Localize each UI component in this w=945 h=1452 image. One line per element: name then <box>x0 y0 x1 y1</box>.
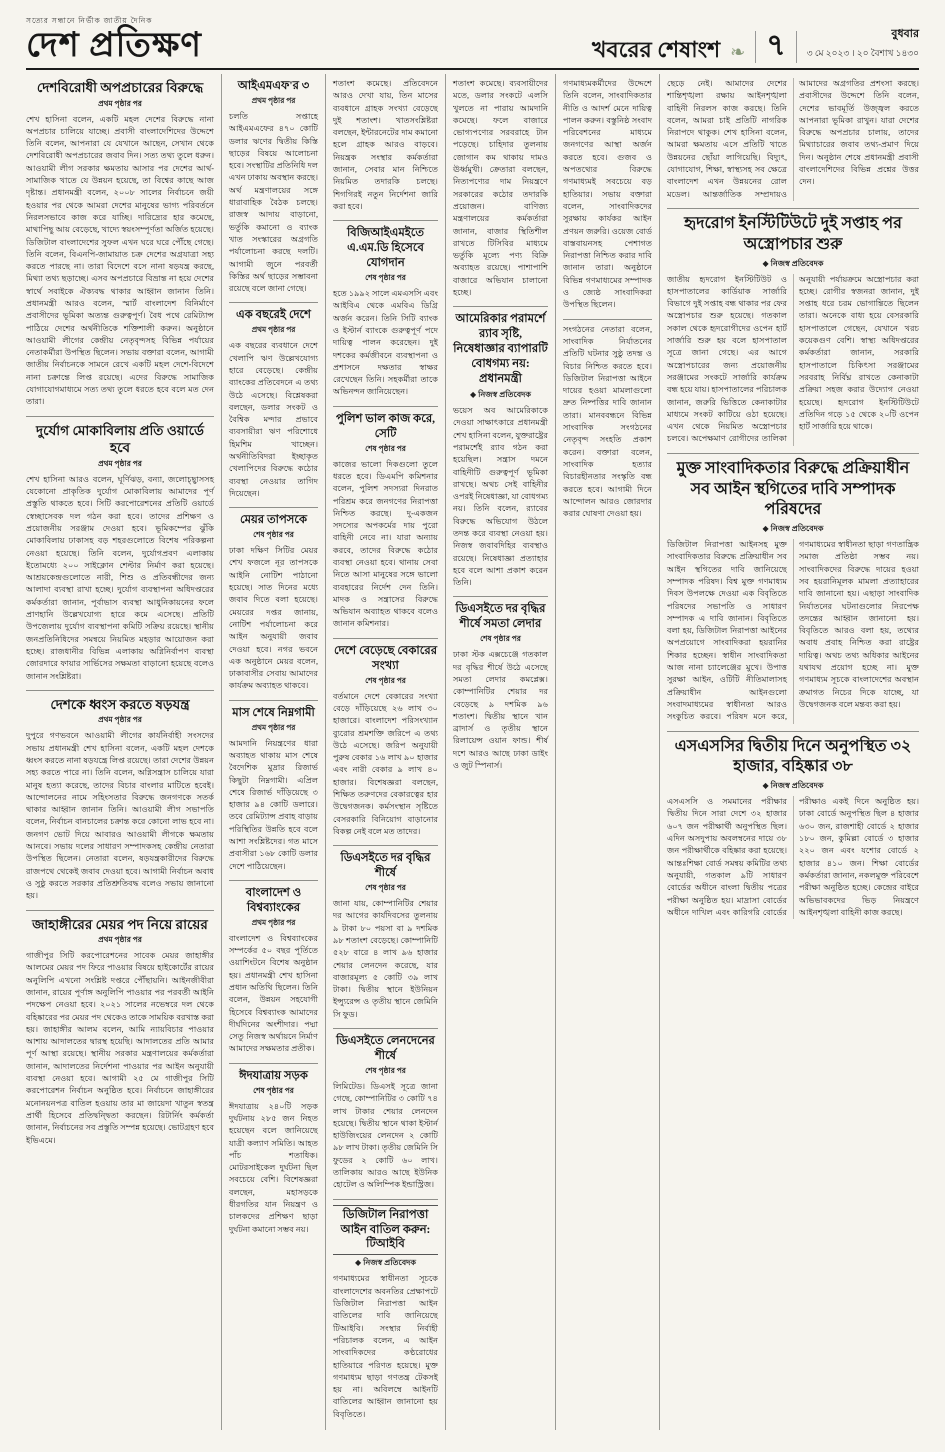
article-body: গাজীপুর সিটি করপোরেশনের সাবেক মেয়র জাহাঙ্গীর আলমের মেয়র পদ ফিরে পাওয়ার বিষয়ে হাইকোর্টের রায়ের অনুলিপি এখনো সংশ্লিষ্ট দপ্তরে পৌঁছায়নি। আইনজীবীরা জানান, রায়ের পূর্ণাঙ্গ অনুলিপি পাওয়ার পর পরবর্তী আইনি পদক্ষেপ নেওয়া হবে। ২০২১ সালের নভেম্বরে দল থেকে বহিষ্কারের পর মেয়র পদ থেকেও তাকে সাময়িক বরখাস্ত করা হয়। জাহাঙ্গীর আলম বলেন, আমি ন্যায়বিচার পাওয়ার আশায় আদালতের দ্বারস্থ হয়েছি। আদালতের প্রতি আমার পূর্ণ আস্থা রয়েছে। স্থানীয় সরকার মন্ত্রণালয়ের কর্মকর্তারা জানান, আদালতের নির্দেশনা পাওয়ার পর আইন অনুযায়ী ব্যবস্থা নেওয়া হবে। আগামী ২৫ মে গাজীপুর সিটি করপোরেশন নির্বাচন অনুষ্ঠিত হবে। নির্বাচনে জাহাঙ্গীরের মনোনয়নপত্র বাতিল হওয়ায় তার মা জায়েদা খাতুন স্বতন্ত্র প্রার্থী হিসেবে প্রতিদ্বন্দ্বিতা করছেন। রিটার্নিং কর্মকর্তা জানান, নির্বাচনের সব প্রস্তুতি সম্পন্ন হয়েছে। ভোটগ্রহণ হবে ইভিএমে। <box>26 951 214 1145</box>
article-body: লিমিটেড। ডিএসই সূত্রে জানা গেছে, কোম্পানিটির ৩ কোটি ৭৪ লাখ টাকার শেয়ার লেনদেন হয়েছে। দ্বিতীয় স্থানে থাকা ইস্টার্ন হাউজিংয়ের লেনদেন ২ কোটি ৯৮ লাখ টাকা। তৃতীয় জেমিনি সি ফুডের ২ কোটি ৬০ লাখ। তালিকায় আরও আছে ইউনিক হোটেল ও অলিম্পিক ইন্ডাস্ট্রিজ। <box>333 1081 438 1190</box>
article-kicker: প্রথম পৃষ্ঠার পর <box>98 715 142 725</box>
article-headline: হৃদরোগ ইনস্টিটিউটে দুই সপ্তাহ পর অস্ত্রোপচার শুরু <box>684 214 902 253</box>
article-body: ঢাকা দক্ষিণ সিটির মেয়র শেখ ফজলে নূর তাপসকে আইনি নোটিশ পাঠানো হয়েছে। সাত দিনের মধ্যে জবাব দিতে বলা হয়েছে। মেয়রের দপ্তর জানায়, নোটিশ পর্যালোচনা করে আইন অনুযায়ী জবাব দেওয়া হবে। নগর ভবনে এক অনুষ্ঠানে মেয়র বলেন, ঢাকাবাসীর সেবায় আমাদের কার্যক্রম অব্যাহত থাকবে। <box>229 546 318 691</box>
article-continuation <box>453 74 548 306</box>
masthead <box>26 16 202 63</box>
header-right <box>592 25 919 63</box>
article-body: শতাংশ কমেছে। ব্যবসায়ীদের মতে, ডলার সংকটে এলসি খুলতে না পারায় আমদানি কমেছে। ফলে বাজারে ভোগ্যপণ্যের সরবরাহে টান পড়েছে। চাহিদার তুলনায় জোগান কম থাকায় দামও ঊর্ধ্বমুখী। ক্রেতারা বলছেন, নিত্যপণ্যের দাম নিয়ন্ত্রণে সরকারের কঠোর তদারকি প্রয়োজন। বাণিজ্য মন্ত্রণালয়ের কর্মকর্তারা জানান, বাজার স্থিতিশীল রাখতে টিসিবির মাধ্যমে ভর্তুকি মূল্যে পণ্য বিক্রি অব্যাহত রয়েছে। পাশাপাশি বাজারে অভিযান চালানো হচ্ছে। <box>453 79 548 298</box>
article <box>333 1028 438 1199</box>
article-kicker: প্রথম পৃষ্ঠার পর <box>98 935 142 945</box>
column-6 <box>660 74 919 1430</box>
article-headline: বাংলাদেশ ও বিশ্বব্যাংকের <box>245 886 302 914</box>
article-byline: ◆ নিজস্ব প্রতিবেদক <box>470 390 531 400</box>
leaf-ornament-icon: ❧ <box>730 42 746 62</box>
article <box>667 731 919 927</box>
article-continuation <box>563 319 652 528</box>
article-kicker: শেষ পৃষ্ঠার পর <box>365 273 406 283</box>
article-body: জাতীয় হৃদরোগ ইনস্টিটিউট ও হাসপাতালের কার্ডিয়াক সার্জারি বিভাগে দুই সপ্তাহ বন্ধ থাকার পর ফের অস্ত্রোপচার শুরু হয়েছে। গতকাল সকাল থেকে হৃদরোগীদের ওপেন হার্ট সার্জারি শুরু হয় বলে হাসপাতাল সূত্রে জানা গেছে। এর আগে অস্ত্রোপচারের জন্য প্রয়োজনীয় সরঞ্জামের সংকটে সার্জারি কার্যক্রম বন্ধ হয়ে যায়। হাসপাতালের পরিচালক জানান, জরুরি ভিত্তিতে কেনাকাটার মাধ্যমে সংকট কাটিয়ে ওঠা হয়েছে। এখন থেকে নিয়মিত অস্ত্রোপচার চলবে। অপেক্ষমাণ রোগীদের তালিকা অনুযায়ী পর্যায়ক্রমে অস্ত্রোপচার করা হচ্ছে। রোগীর স্বজনরা জানান, দুই সপ্তাহ ধরে চরম ভোগান্তিতে ছিলেন তারা। অনেকে বাধ্য হয়ে বেসরকারি হাসপাতালে গেছেন, যেখানে খরচ কয়েকগুণ বেশি। স্বাস্থ্য অধিদপ্তরের কর্মকর্তারা জানান, সরকারি হাসপাতালে চিকিৎসা সরঞ্জামের সরবরাহ নির্বিঘ্ন রাখতে কেনাকাটা প্রক্রিয়া সহজ করার উদ্যোগ নেওয়া হয়েছে। হৃদরোগ ইনস্টিটিউটে প্রতিদিন গড়ে ১৫ থেকে ২০টি ওপেন হার্ট সার্জারি হয়ে থাকে। <box>667 274 919 444</box>
article-headline: মেয়র তাপসকে <box>239 514 308 527</box>
article-byline: ◆ নিজস্ব প্রতিবেদক <box>355 1258 416 1268</box>
article <box>333 220 438 405</box>
column-5 <box>556 74 660 1430</box>
article-kicker: প্রথম পৃষ্ঠার পর <box>251 325 296 335</box>
article-kicker: প্রথম পৃষ্ঠার পর <box>251 917 296 927</box>
article-body: জানা যায়, কোম্পানিটির শেয়ার দর আগের কার্যদিবসের তুলনায় ৯ টাকা ৮০ পয়সা বা ৯ দশমিক ৯৮ শতাংশ বেড়েছে। কোম্পানিটি ৫২৮ বারে ৪ লাখ ৯৬ হাজার শেয়ার লেনদেন করেছে, যার বাজারমূল্য ৫ কোটি ৩৯ লাখ টাকা। দ্বিতীয় স্থানে ইউনিয়ন ইন্স্যুরেন্স ও তৃতীয় স্থানে জেমিনি সি ফুড। <box>333 899 438 1019</box>
page-number: ৭ <box>755 31 797 63</box>
article-headline: বিজিআইএমইতে এ.এম.ডি হিসেবে যোগদান <box>346 227 425 270</box>
section-title: খবরের শেষাংশ <box>591 37 721 62</box>
article <box>229 1063 318 1243</box>
article <box>26 74 214 416</box>
article-headline: আমেরিকার পরামর্শে র‍্যাব সৃষ্টি, নিষেধাজ্ঞার ব্যাপারটি বোধগম্য নয়: প্রধানমন্ত্রী <box>453 313 548 386</box>
article-body: বর্তমানে দেশে বেকারের সংখ্যা বেড়ে দাঁড়িয়েছে ২৬ লাখ ৩০ হাজারে। বাংলাদেশ পরিসংখ্যান ব্যুরোর শ্রমশক্তি জরিপে এ তথ্য উঠে এসেছে। জরিপ অনুযায়ী পুরুষ বেকার ১৬ লাখ ৯০ হাজার এবং নারী বেকার ৯ লাখ ৪০ হাজার। বিশেষজ্ঞরা বলছেন, শিক্ষিত তরুণদের বেকারত্বের হার উদ্বেগজনক। কর্মসংস্থান সৃষ্টিতে বেসরকারি বিনিয়োগ বাড়ানোর বিকল্প নেই বলে মত তাদের। <box>333 691 438 836</box>
article-body: শেখ হাসিনা আরও বলেন, ঘূর্ণিঝড়, বন্যা, জলোচ্ছ্বাসসহ যেকোনো প্রাকৃতিক দুর্যোগ মোকাবিলায় আমাদের পূর্ণ প্রস্তুতি থাকতে হবে। সিটি করপোরেশনের প্রতিটি ওয়ার্ডে স্বেচ্ছাসেবক দল গঠন করা হবে। তাদের প্রশিক্ষণ ও প্রয়োজনীয় সরঞ্জাম দেওয়া হবে। ভূমিকম্পের ঝুঁকি মোকাবিলায় ঢাকাসহ বড় শহরগুলোতে বিশেষ পরিকল্পনা নেওয়া হয়েছে। তিনি বলেন, দুর্যোগপ্রবণ এলাকায় ইতোমধ্যে ২০০ সাইক্লোন শেল্টার নির্মাণ করা হয়েছে। আশ্রয়কেন্দ্রগুলোতে নারী, শিশু ও প্রতিবন্ধীদের জন্য আলাদা ব্যবস্থা রাখা হচ্ছে। দুর্যোগ ব্যবস্থাপনা অধিদপ্তরের কর্মকর্তারা জানান, পূর্বাভাস ব্যবস্থা আধুনিকায়নের ফলে প্রাণহানি উল্লেখযোগ্য হারে কমে এসেছে। প্রতিটি উপজেলায় দুর্যোগ ব্যবস্থাপনা কমিটি সক্রিয় রয়েছে। স্থানীয় জনপ্রতিনিধিদের সমন্বয়ে নিয়মিত মহড়ার আয়োজন করা হচ্ছে। রাজধানীর বিভিন্ন এলাকায় অগ্নিনির্বাপণ ব্যবস্থা জোরদারে ফায়ার সার্ভিসের সক্ষমতা বাড়ানো হয়েছে বলেও জানান সংশ্লিষ্টরা। <box>26 474 214 681</box>
article-body: সংগঠনের নেতারা বলেন, সাংবাদিক নির্যাতনের প্রতিটি ঘটনার সুষ্ঠু তদন্ত ও বিচার নিশ্চিত করতে হবে। ডিজিটাল নিরাপত্তা আইনে দায়ের হওয়া মামলাগুলো দ্রুত নিষ্পত্তির দাবি জানান তারা। মানববন্ধনে বিভিন্ন সাংবাদিক সংগঠনের নেতৃবৃন্দ সংহতি প্রকাশ করেন। বক্তারা বলেন, সাংবাদিক হত্যার বিচারহীনতার সংস্কৃতি বন্ধ করতে হবে। আগামী দিনে আন্দোলন আরও জোরদার করার ঘোষণা দেওয়া হয়। <box>563 324 652 519</box>
article <box>229 700 318 880</box>
column-2 <box>222 74 326 1430</box>
article-headline: ডিএসইতে লেনদেনের শীর্ষে <box>336 1035 435 1062</box>
article-kicker: শেষ পৃষ্ঠার পর <box>480 634 521 644</box>
column-1 <box>26 74 222 1430</box>
article-body: দুপুরে গণভবনে আওয়ামী লীগের কার্যনির্বাহী সংসদের সভায় প্রধানমন্ত্রী শেখ হাসিনা বলেন, একটি মহল দেশকে ধ্বংস করতে নানা ষড়যন্ত্রে লিপ্ত রয়েছে। তারা দেশের উন্নয়ন সহ্য করতে পারে না। তিনি বলেন, অগ্নিসন্ত্রাস চালিয়ে যারা মানুষ হত্যা করেছে, তাদের বিচার বাংলার মাটিতে হবেই। আন্দোলনের নামে সহিংসতার বিরুদ্ধে জনগণকে সতর্ক থাকার আহ্বান জানান তিনি। আওয়ামী লীগ সভাপতি বলেন, নির্বাচন বানচালের চক্রান্ত করে কোনো লাভ হবে না। জনগণ ভোট দিয়ে আবারও আওয়ামী লীগকে ক্ষমতায় আনবে। সভায় দলের সাধারণ সম্পাদকসহ কেন্দ্রীয় নেতারা উপস্থিত ছিলেন। নেতারা বলেন, ষড়যন্ত্রকারীদের বিরুদ্ধে রাজপথে থেকেই জবাব দেওয়া হবে। আগামী নির্বাচন অবাধ ও সুষ্ঠু করতে সরকার প্রতিশ্রুতিবদ্ধ বলেও সভায় জানানো হয়। <box>26 731 214 901</box>
article <box>229 74 318 302</box>
article-headline: ডিএসইতে দর বৃদ্ধির শীর্ষে সমতা লেদার <box>455 603 546 631</box>
article-byline: ◆ নিজস্ব প্রতিবেদক <box>762 258 824 268</box>
article-continuation <box>333 74 438 220</box>
article-continuation <box>667 74 919 208</box>
article-headline: পুলিশ ভাল কাজ করে, সেটি <box>335 412 436 440</box>
article-kicker: শেষ পৃষ্ঠার পর <box>365 1065 406 1075</box>
article <box>229 880 318 1063</box>
article-kicker: প্রথম পৃষ্ঠার পর <box>98 98 142 108</box>
page-header <box>26 8 919 70</box>
article-body: চলতি সপ্তাহে আইএমএফের ৪৭০ কোটি ডলার ঋণের দ্বিতীয় কিস্তি ছাড়ের বিষয়ে আলোচনা হবে। সংস্থাটির প্রতিনিধি দল এখন ঢাকায় অবস্থান করছে। অর্থ মন্ত্রণালয়ের সঙ্গে ধারাবাহিক বৈঠক চলছে। রাজস্ব আদায় বাড়ানো, ভর্তুকি কমানো ও ব্যাংক খাত সংস্কারের অগ্রগতি পর্যালোচনা করছে দলটি। আগামী জুনে পরবর্তী কিস্তির অর্থ ছাড়ের সম্ভাবনা রয়েছে বলে জানা গেছে। <box>229 111 318 294</box>
article-headline: দেশে বেড়েছে বেকারের সংখ্যা <box>333 644 438 672</box>
article <box>453 306 548 596</box>
article-kicker: প্রথম পৃষ্ঠার পর <box>251 95 296 105</box>
article <box>229 507 318 700</box>
article <box>333 845 438 1028</box>
article-body: হতে ১৯৯২ সালে এমএসসি এবং আইবিএ থেকে এমবিএ ডিগ্রি অর্জন করেন। তিনি সিটি ব্যাংক ও ইস্টার্ন ব্যাংকে গুরুত্বপূর্ণ পদে দায়িত্ব পালন করেছেন। দুই দশকের কর্মজীবনে ব্যবস্থাপনা ও প্রশাসনে দক্ষতার স্বাক্ষর রেখেছেন তিনি। সহকর্মীরা তাকে অভিনন্দন জানিয়েছেন। <box>333 289 438 397</box>
article-body: শেখ হাসিনা বলেন, একটি মহল দেশের বিরুদ্ধে নানা অপপ্রচার চালিয়ে যাচ্ছে। প্রবাসী বাংলাদেশিদের উদ্দেশে তিনি বলেন, আপনারা যে যেখানে আছেন, সেখান থেকে দেশবিরোধী অপপ্রচারের জবাব দিন। সত্য তথ্য তুলে ধরুন। আওয়ামী লীগ সরকার ক্ষমতায় আসার পর দেশের আর্থ-সামাজিক খাতে যে উন্নয়ন হয়েছে, তা বিশ্বের কাছে আজ দৃষ্টান্ত। প্রধানমন্ত্রী বলেন, ২০০৮ সালের নির্বাচনে জয়ী হওয়ার পর থেকে আমরা দেশের মানুষের ভাগ্য পরিবর্তনে নিরলসভাবে কাজ করে যাচ্ছি। দারিদ্র্যের হার কমেছে, মাথাপিছু আয় বেড়েছে, খাদ্যে স্বয়ংসম্পূর্ণতা অর্জিত হয়েছে। ডিজিটাল বাংলাদেশের সুফল এখন ঘরে ঘরে পৌঁছে গেছে। তিনি বলেন, বিএনপি-জামায়াত চক্র দেশের অগ্রযাত্রা সহ্য করতে পারছে না। তারা বিদেশে বসে নানা ষড়যন্ত্র করছে, মিথ্যা তথ্য ছড়াচ্ছে। এসব অপপ্রচারে বিভ্রান্ত না হয়ে দেশের স্বার্থে সবাইকে ঐক্যবদ্ধ থাকার আহ্বান জানান তিনি। প্রধানমন্ত্রী আরও বলেন, স্মার্ট বাংলাদেশ বিনির্মাণে প্রবাসীদের ভূমিকা অত্যন্ত গুরুত্বপূর্ণ। বৈধ পথে রেমিট্যান্স পাঠিয়ে দেশের অর্থনীতিকে শক্তিশালী করুন। অনুষ্ঠানে আওয়ামী লীগের কেন্দ্রীয় নেতৃবৃন্দসহ বিভিন্ন পর্যায়ের নেতাকর্মীরা উপস্থিত ছিলেন। সভায় বক্তারা বলেন, আগামী জাতীয় নির্বাচনকে সামনে রেখে একটি মহল দেশে-বিদেশে নানা চক্রান্তে লিপ্ত রয়েছে। এদের বিরুদ্ধে সামাজিক যোগাযোগমাধ্যমে সত্য তথ্য তুলে ধরতে হবে বলে মত দেন তারা। <box>26 114 214 407</box>
article-continuation <box>563 74 652 319</box>
article-headline: এক বছরেই দেশে <box>236 309 311 322</box>
article-body: শতাংশ কমেছে। প্রতিবেদনে আরও দেখা যায়, তিন মাসের ব্যবধানে গ্রাহক সংখ্যা বেড়েছে দুই শতাংশ। খাতসংশ্লিষ্টরা বলছেন, ইন্টারনেটের দাম কমানো হলে গ্রাহক আরও বাড়বে। নিয়ন্ত্রক সংস্থার কর্মকর্তারা জানান, সেবার মান নিশ্চিতে নিয়মিত তদারকি চলছে। শিগগিরই নতুন নির্দেশনা জারি করা হবে। <box>333 79 438 211</box>
article-headline: আইএমএফ'র ৩ <box>237 80 310 92</box>
article-body: বাংলাদেশ ও বিশ্বব্যাংকের সম্পর্কের ৫০ বছর পূর্তিতে ওয়াশিংটনে বিশেষ অনুষ্ঠান হয়। প্রধানমন্ত্রী শেখ হাসিনা প্রধান অতিথি ছিলেন। তিনি বলেন, উন্নয়ন সহযোগী হিসেবে বিশ্বব্যাংক আমাদের দীর্ঘদিনের অংশীদার। পদ্মা সেতু নিজস্ব অর্থায়নে নির্মাণ আমাদের সক্ষমতার প্রতীক। <box>229 933 318 1054</box>
article-kicker: প্রথম পৃষ্ঠার পর <box>251 722 296 732</box>
article-headline: ডিজিটাল নিরাপত্তা আইন বাতিল করুন: টিআইবি <box>333 1205 438 1256</box>
article <box>667 208 919 453</box>
column-4 <box>446 74 556 1430</box>
date-line: ৩ মে ২০২৩ । ২০ বৈশাখ ১৪৩০ <box>806 48 919 58</box>
article <box>667 453 919 731</box>
article-body: ঢাকা স্টক এক্সচেঞ্জে গতকাল দর বৃদ্ধির শীর্ষে উঠে এসেছে সমতা লেদার কমপ্লেক্স। কোম্পানিটির শেয়ার দর বেড়েছে ৯ দশমিক ৯৬ শতাংশ। দ্বিতীয় স্থানে খান ব্রাদার্স ও তৃতীয় স্থানে রিলায়েন্স ওয়ান ফান্ড। শীর্ষ দশে আরও আছে ঢাকা ডাইং ও জুট স্পিনার্স। <box>453 650 548 771</box>
article-headline: ডিএসইতে দর বৃদ্ধির শীর্ষে <box>340 852 431 880</box>
date-box <box>807 25 919 63</box>
column-3 <box>326 74 446 1430</box>
article-kicker: শেষ পৃষ্ঠার পর <box>253 1085 294 1095</box>
article <box>26 690 214 910</box>
article-body: গণমাধ্যমকর্মীদের উদ্দেশে তিনি বলেন, সাংবাদিকতার নীতি ও আদর্শ মেনে দায়িত্ব পালন করুন। বস্তুনিষ্ঠ সংবাদ পরিবেশনের মাধ্যমে জনগণের আস্থা অর্জন করতে হবে। গুজব ও অপতথ্যের বিরুদ্ধে গণমাধ্যমই সবচেয়ে বড় হাতিয়ার। সভায় বক্তারা বলেন, সাংবাদিকদের সুরক্ষায় কার্যকর আইন প্রণয়ন জরুরি। ওয়েজ বোর্ড বাস্তবায়নসহ পেশাগত নিরাপত্তা নিশ্চিত করার দাবি জানান তারা। অনুষ্ঠানে বিভিন্ন গণমাধ্যমের সম্পাদক ও জ্যেষ্ঠ সাংবাদিকরা উপস্থিত ছিলেন। <box>563 79 652 310</box>
article <box>333 638 438 845</box>
article-headline: দেশবিরোধী অপপ্রচারের বিরুদ্ধে <box>36 80 204 95</box>
article-kicker: শেষ পৃষ্ঠার পর <box>365 675 406 685</box>
article-kicker: শেষ পৃষ্ঠার পর <box>365 443 406 453</box>
article-headline: মাস শেষে নিম্নগামী <box>232 706 315 719</box>
article-headline: এসএসসির দ্বিতীয় দিনে অনুপস্থিত ৩২ হাজার, বহিষ্কার ৩৮ <box>674 737 912 776</box>
article-body: কাজের ভালো দিকগুলো তুলে ধরতে হবে। ডিএমপি কমিশনার বলেন, পুলিশ সদস্যরা দিনরাত পরিশ্রম করে জনগণের নিরাপত্তা নিশ্চিত করছে। দু-একজন সদস্যের অপকর্মের দায় পুরো বাহিনী নেবে না। যারা অন্যায় করবে, তাদের বিরুদ্ধে কঠোর ব্যবস্থা নেওয়া হবে। থানায় সেবা নিতে আসা মানুষের সঙ্গে ভালো ব্যবহারের নির্দেশ দেন তিনি। মাদক ও সন্ত্রাসের বিরুদ্ধে অভিযান অব্যাহত থাকবে বলেও জানান কমিশনার। <box>333 459 438 629</box>
article-body: ঈদযাত্রায় ২৪০টি সড়ক দুর্ঘটনায় ২৮৫ জন নিহত হয়েছেন বলে জানিয়েছে যাত্রী কল্যাণ সমিতি। আহত পাঁচ শতাধিক। মোটরসাইকেল দুর্ঘটনা ছিল সবচেয়ে বেশি। বিশেষজ্ঞরা বলছেন, মহাসড়কে ধীরগতির যান নিয়ন্ত্রণ ও চালকদের প্রশিক্ষণ ছাড়া দুর্ঘটনা কমানো সম্ভব নয়। <box>229 1101 318 1234</box>
article-body: ডিজিটাল নিরাপত্তা আইনসহ মুক্ত সাংবাদিকতার বিরুদ্ধে প্রক্রিয়াধীন সব আইন স্থগিতের দাবি জানিয়েছে সম্পাদক পরিষদ। বিশ্ব মুক্ত গণমাধ্যম দিবস উপলক্ষে দেওয়া এক বিবৃতিতে পরিষদের সভাপতি ও সাধারণ সম্পাদক এ দাবি জানান। বিবৃতিতে বলা হয়, ডিজিটাল নিরাপত্তা আইনের অপপ্রয়োগে সাংবাদিকরা হয়রানির শিকার হচ্ছেন। স্বাধীন সাংবাদিকতা আজ নানা চ্যালেঞ্জের মুখে। উপাত্ত সুরক্ষা আইন, ওটিটি নীতিমালাসহ প্রক্রিয়াধীন আইনগুলো সংবাদমাধ্যমের স্বাধীনতা আরও সংকুচিত করবে। পরিষদ মনে করে, গণমাধ্যমের স্বাধীনতা ছাড়া গণতান্ত্রিক সমাজ প্রতিষ্ঠা সম্ভব নয়। সাংবাদিকদের বিরুদ্ধে দায়ের হওয়া সব হয়রানিমূলক মামলা প্রত্যাহারের দাবি জানানো হয়। এছাড়া সাংবাদিক নির্যাতনের ঘটনাগুলোর নিরপেক্ষ তদন্তের আহ্বান জানানো হয়। বিবৃতিতে আরও বলা হয়, তথ্যের অবাধ প্রবাহ নিশ্চিত করা রাষ্ট্রের দায়িত্ব। অথচ তথ্য অধিকার আইনের যথাযথ প্রয়োগ হচ্ছে না। মুক্ত গণমাধ্যম সূচকে বাংলাদেশের অবস্থান ক্রমাগত নিচের দিকে যাচ্ছে, যা উদ্বেগজনক বলে মন্তব্য করা হয়। <box>667 540 919 722</box>
article-headline: দেশকে ধ্বংস করতে ষড়যন্ত্র <box>50 696 190 712</box>
article <box>453 596 548 779</box>
article <box>333 406 438 638</box>
article-byline: ◆ নিজস্ব প্রতিবেদক <box>762 524 824 534</box>
article-headline: জাহাঙ্গীরের মেয়র পদ নিয়ে রায়ের <box>32 916 208 932</box>
article <box>26 910 214 1154</box>
article-body: আমদানি নিয়ন্ত্রণের ধারা অব্যাহত থাকায় মাস শেষে বৈদেশিক মুদ্রার রিজার্ভ কিছুটা নিম্নগামী। এপ্রিল শেষে রিজার্ভ দাঁড়িয়েছে ৩ হাজার ৯৪ কোটি ডলারে। তবে রেমিট্যান্স প্রবাহ বাড়ায় পরিস্থিতির উন্নতি হবে বলে আশা সংশ্লিষ্টদের। গত মাসে প্রবাসীরা ১৬৮ কোটি ডলার দেশে পাঠিয়েছেন। <box>229 738 318 871</box>
article-headline: ঈদযাত্রায় সড়ক <box>239 1069 308 1082</box>
article-kicker: শেষ পৃষ্ঠার পর <box>365 883 406 893</box>
article-body: এসএসসি ও সমমানের পরীক্ষার দ্বিতীয় দিনে সারা দেশে ৩২ হাজার ৬০৭ জন পরীক্ষার্থী অনুপস্থিত ছিল। এদিন অসদুপায় অবলম্বনের দায়ে ৩৮ জন পরীক্ষার্থীকে বহিষ্কার করা হয়েছে। আন্তঃশিক্ষা বোর্ড সমন্বয় কমিটির তথ্য অনুযায়ী, গতকাল ৯টি সাধারণ বোর্ডের অধীনে বাংলা দ্বিতীয় পত্রের পরীক্ষা অনুষ্ঠিত হয়। মাদ্রাসা বোর্ডের অধীনে দাখিল এবং কারিগরি বোর্ডের পরীক্ষাও একই দিনে অনুষ্ঠিত হয়। ঢাকা বোর্ডে অনুপস্থিত ছিল ৪ হাজার ৬৩০ জন, রাজশাহী বোর্ডে ২ হাজার ১৮০ জন, কুমিল্লা বোর্ডে ৩ হাজার ২২০ জন এবং যশোর বোর্ডে ২ হাজার ৪১০ জন। শিক্ষা বোর্ডের কর্মকর্তারা জানান, নকলমুক্ত পরিবেশে পরীক্ষা অনুষ্ঠিত হচ্ছে। কেন্দ্রের বাইরে অভিভাবকদের ভিড় নিয়ন্ত্রণে আইনশৃঙ্খলা বাহিনী কাজ করছে। <box>667 797 919 917</box>
article-body: ভয়েস অব আমেরিকাকে দেওয়া সাক্ষাৎকারে প্রধানমন্ত্রী শেখ হাসিনা বলেন, যুক্তরাষ্ট্রের পরামর্শেই র‍্যাব গঠন করা হয়েছিল। সন্ত্রাস দমনে বাহিনীটি গুরুত্বপূর্ণ ভূমিকা রাখছে। অথচ সেই বাহিনীর ওপরই নিষেধাজ্ঞা, যা বোধগম্য নয়। তিনি বলেন, র‍্যাবের বিরুদ্ধে অভিযোগ উঠলে তদন্ত করে ব্যবস্থা নেওয়া হয়। নিজস্ব জবাবদিহির ব্যবস্থাও রয়েছে। নিষেধাজ্ঞা প্রত্যাহার হবে বলে আশা প্রকাশ করেন তিনি। <box>453 406 548 588</box>
article-kicker: শেষ পৃষ্ঠার পর <box>253 530 294 540</box>
article <box>333 1199 438 1428</box>
masthead-title: দেশ প্রতিক্ষণ <box>26 27 202 64</box>
article-byline: ◆ নিজস্ব প্রতিবেদক <box>762 781 824 791</box>
masthead-tagline: সত্যের সন্ধানে নির্ভীক জাতীয় দৈনিক <box>26 16 153 25</box>
article-body: গণমাধ্যমের স্বাধীনতা সূচকে বাংলাদেশের অবনতির প্রেক্ষাপটে ডিজিটাল নিরাপত্তা আইন বাতিলের দাবি জানিয়েছে টিআইবি। সংস্থার নির্বাহী পরিচালক বলেন, এ আইন সাংবাদিকদের কণ্ঠরোধের হাতিয়ারে পরিণত হয়েছে। মুক্ত গণমাধ্যম ছাড়া গণতন্ত্র টেকসই হয় না। অবিলম্বে আইনটি বাতিলের আহ্বান জানানো হয় বিবৃতিতে। <box>333 1274 438 1419</box>
article <box>229 302 318 507</box>
article-body: এক বছরের ব্যবধানে দেশে খেলাপি ঋণ উল্লেখযোগ্য হারে বেড়েছে। কেন্দ্রীয় ব্যাংকের প্রতিবেদনে এ তথ্য উঠে এসেছে। বিশ্লেষকরা বলছেন, ডলার সংকট ও বৈশ্বিক মন্দার প্রভাবে ব্যবসায়ীরা ঋণ পরিশোধে হিমশিম খাচ্ছেন। অর্থনীতিবিদরা ইচ্ছাকৃত খেলাপিদের বিরুদ্ধে কঠোর ব্যবস্থা নেওয়ার তাগিদ দিয়েছেন। <box>229 341 318 498</box>
weekday: বুধবার <box>891 28 919 40</box>
article-kicker: প্রথম পৃষ্ঠার পর <box>98 458 142 468</box>
article-headline: দুর্যোগ মোকাবিলায় প্রতি ওয়ার্ডে হবে <box>36 422 204 456</box>
article <box>26 416 214 690</box>
columns-area <box>26 74 919 1430</box>
article-body: ছেড়ে নেই। আমাদের দেশের শান্তিশৃঙ্খলা রক্ষায় আইনশৃঙ্খলা বাহিনী নিরলস কাজ করছে। তিনি বলেন, আমরা চাই প্রতিটি নাগরিক নিরাপদে থাকুক। শেখ হাসিনা বলেন, আমরা ক্ষমতায় এসে প্রতিটি খাতে উন্নয়নের ছোঁয়া লাগিয়েছি। বিদ্যুৎ, যোগাযোগ, শিক্ষা, স্বাস্থ্যসহ সব ক্ষেত্রে বাংলাদেশ এখন উন্নয়নের রোল মডেল। আন্তর্জাতিক সম্প্রদায়ও আমাদের অগ্রগতির প্রশংসা করছে। প্রবাসীদের উদ্দেশে তিনি বলেন, দেশের ভাবমূর্তি উজ্জ্বল করতে আপনারা ভূমিকা রাখুন। যারা দেশের বিরুদ্ধে অপপ্রচার চালায়, তাদের মিথ্যাচারের জবাব তথ্য-প্রমাণ দিয়ে দিন। অনুষ্ঠান শেষে প্রধানমন্ত্রী প্রবাসী বাংলাদেশিদের বিভিন্ন প্রশ্নের উত্তর দেন। <box>667 79 919 199</box>
article-headline: মুক্ত সাংবাদিকতার বিরুদ্ধে প্রক্রিয়াধীন সব আইন স্থগিতের দাবি সম্পাদক পরিষদের <box>676 459 910 519</box>
